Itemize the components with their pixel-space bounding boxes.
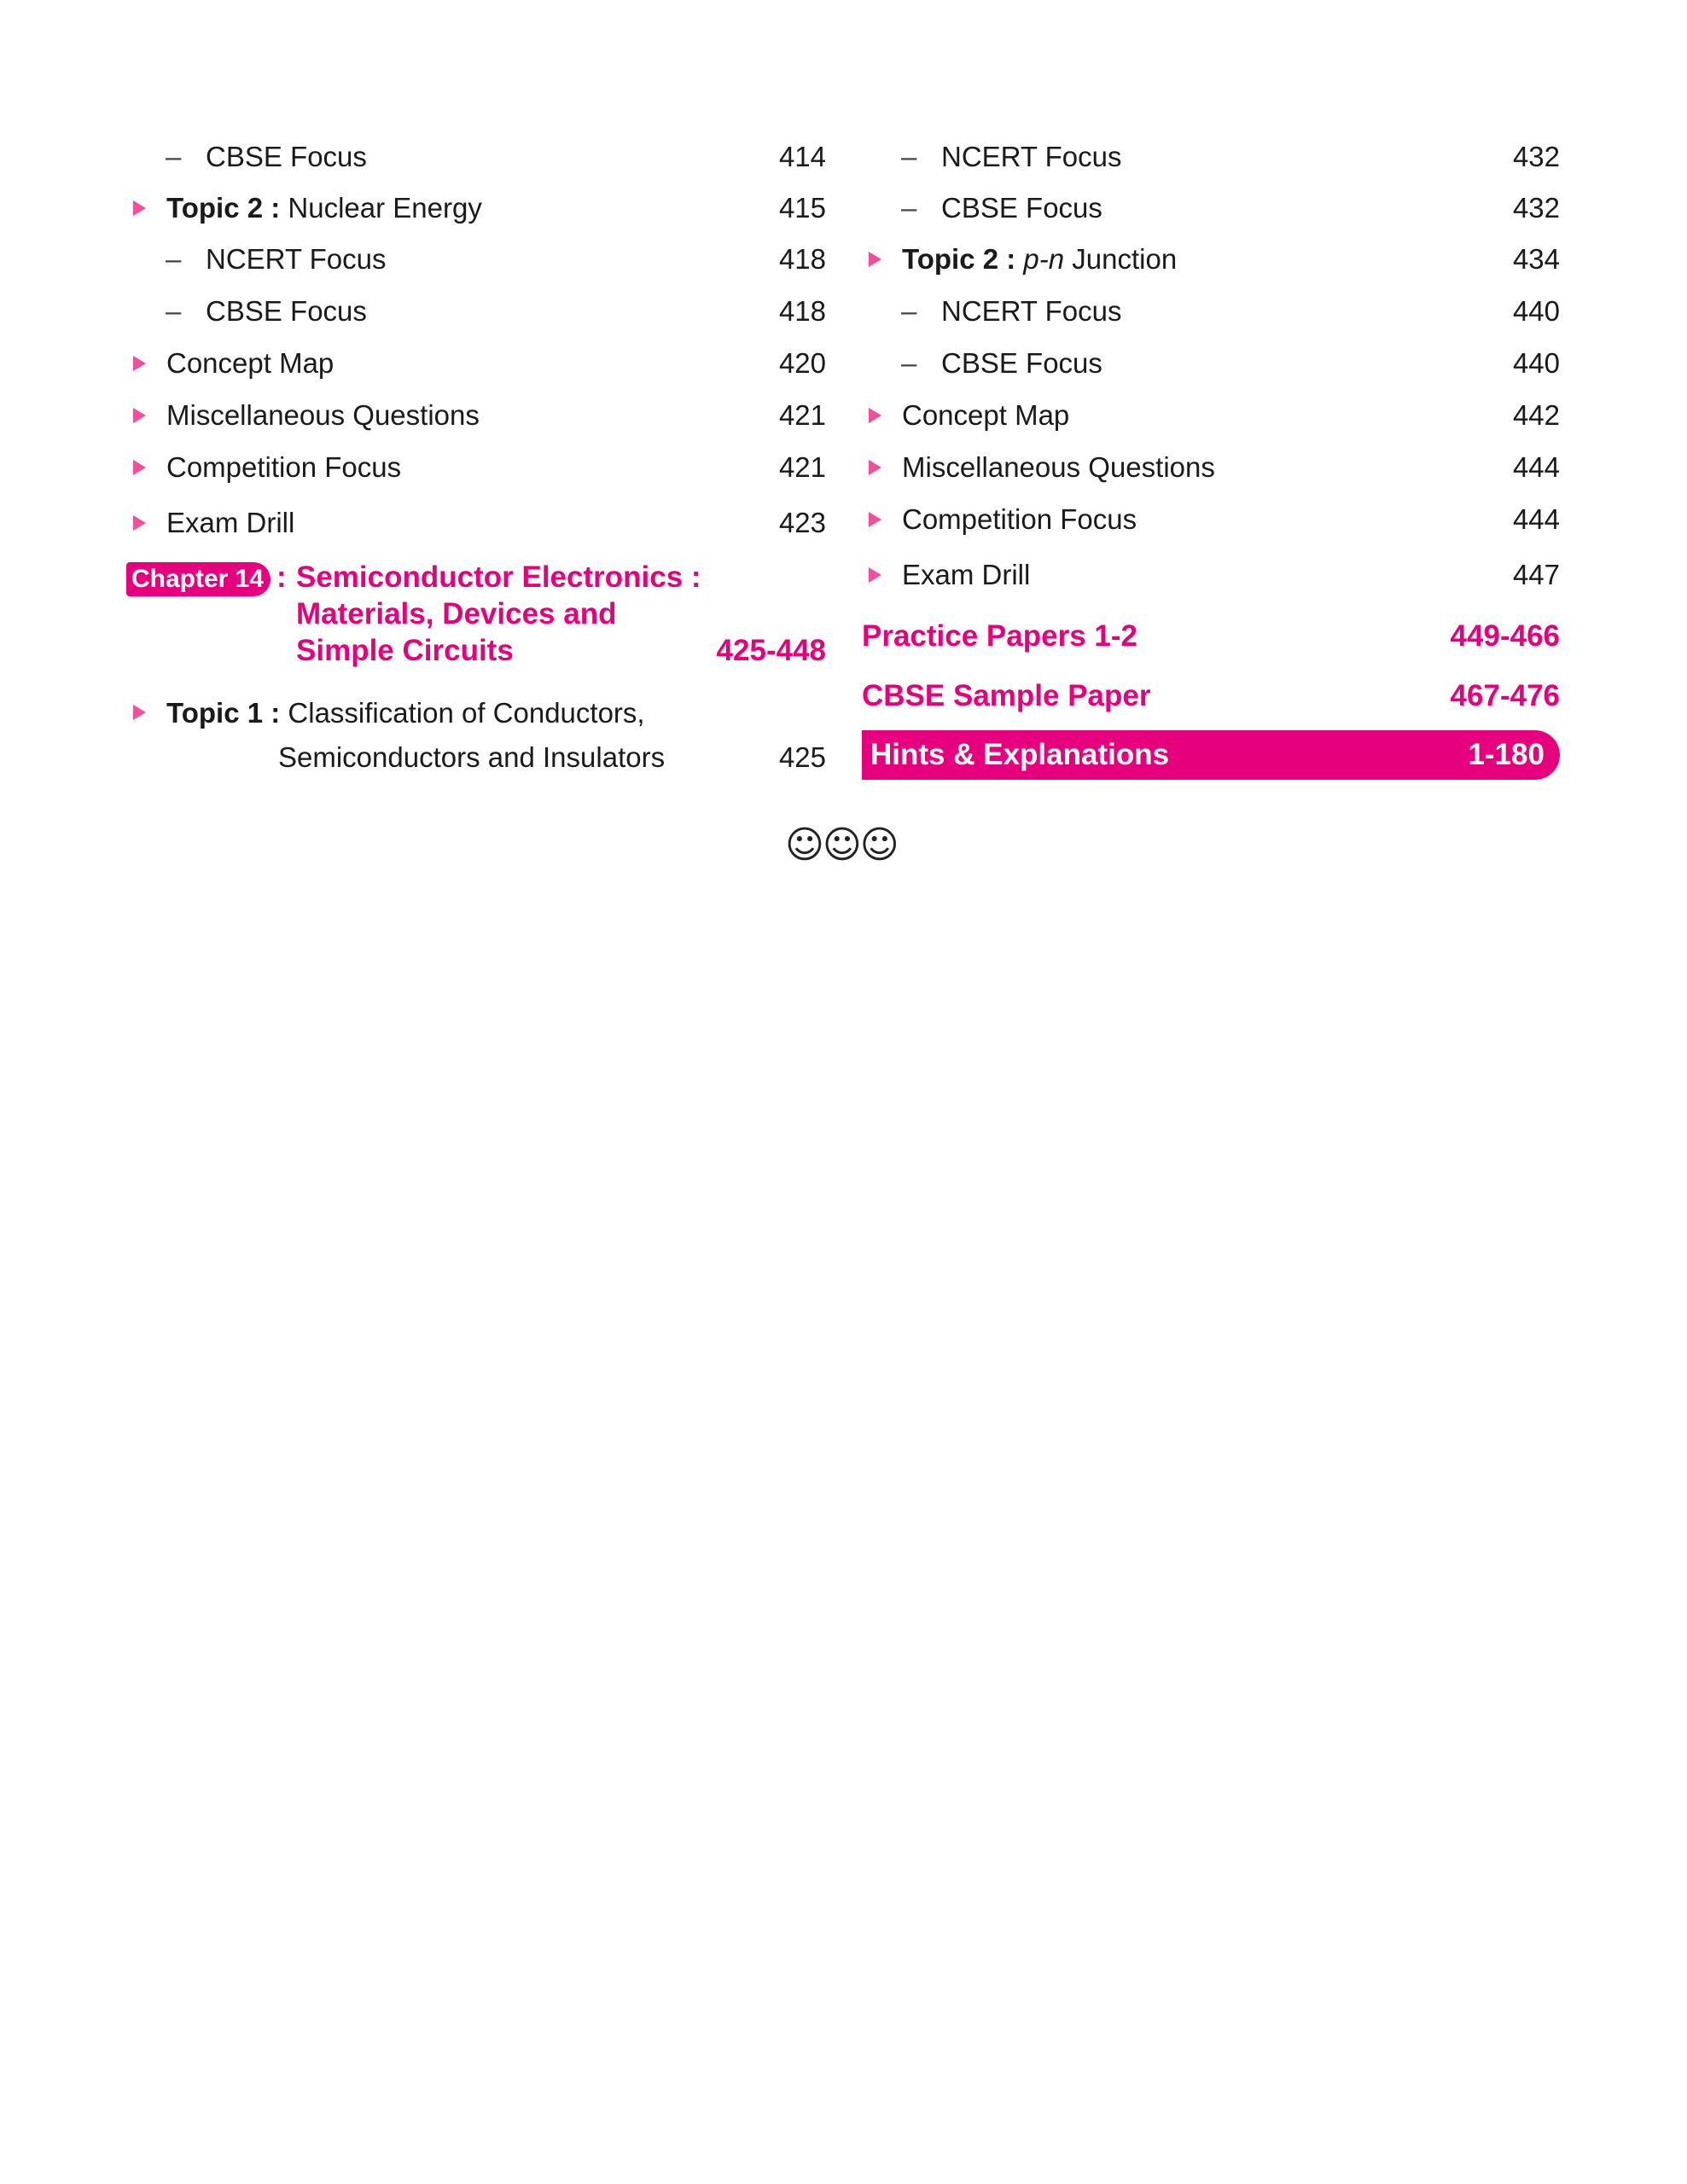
entry-page: 432: [1512, 192, 1560, 224]
entry-label: CBSE Focus: [206, 295, 367, 327]
entry-label: Classification of Conductors,: [280, 697, 645, 729]
entry-label: Exam Drill: [166, 507, 295, 538]
chapter-separator: :: [276, 561, 287, 594]
topic-prefix: Topic 2 :: [902, 243, 1016, 275]
chapter-title: [296, 559, 701, 669]
entry-page: 423: [778, 507, 826, 538]
entry-label: NCERT Focus: [941, 141, 1122, 172]
chapter-badge: Chapter 14: [126, 562, 271, 596]
entry-page: 442: [1512, 399, 1560, 431]
entry-label: CBSE Sample Paper: [862, 679, 1151, 712]
entry-label: Junction: [1064, 243, 1178, 275]
entry-page: 432: [1512, 141, 1560, 172]
entry-page: 444: [1512, 451, 1560, 483]
sample-paper-entry[interactable]: [862, 677, 1560, 715]
toc-entry[interactable]: [126, 346, 826, 380]
entry-page: 418: [778, 243, 826, 275]
entry-page: 447: [1512, 559, 1560, 590]
toc-entry[interactable]: [862, 450, 1560, 485]
entry-label-continued: Semiconductors and Insulators: [278, 741, 666, 773]
triangle-bullet-icon: [869, 512, 881, 527]
toc-entry[interactable]: [126, 140, 826, 174]
dash-marker: –: [901, 192, 917, 224]
triangle-bullet-icon: [133, 460, 146, 475]
triangle-bullet-icon: [133, 200, 146, 216]
dash-marker: –: [166, 295, 182, 327]
dash-marker: –: [901, 141, 917, 172]
entry-label: CBSE Focus: [941, 192, 1102, 224]
chapter-title-line: Materials, Devices and: [296, 597, 617, 630]
entry-pages: 467-476: [1450, 679, 1560, 712]
toc-topic-entry[interactable]: [126, 191, 826, 225]
entry-page: 425: [778, 741, 826, 773]
toc-entry[interactable]: [862, 346, 1560, 380]
entry-label: Competition Focus: [166, 451, 402, 483]
dash-marker: –: [166, 243, 182, 275]
chapter-title-line: Simple Circuits: [296, 634, 514, 667]
entry-page: 421: [778, 399, 826, 431]
entry-label: Competition Focus: [902, 503, 1137, 535]
toc-entry[interactable]: [126, 398, 826, 433]
entry-label: Concept Map: [166, 347, 334, 379]
entry-pages: 1-180: [1468, 738, 1544, 771]
entry-label: CBSE Focus: [206, 141, 367, 172]
practice-papers-entry[interactable]: [862, 618, 1560, 655]
entry-page: 434: [1512, 243, 1560, 275]
dash-marker: –: [166, 141, 182, 172]
entry-page: 440: [1512, 347, 1560, 379]
topic-prefix: Topic 2 :: [166, 192, 281, 224]
triangle-bullet-icon: [869, 252, 881, 267]
triangle-bullet-icon: [133, 705, 146, 720]
toc-entry[interactable]: [862, 398, 1560, 433]
triangle-bullet-icon: [133, 356, 146, 371]
chapter-pages: 425-448: [716, 634, 826, 667]
triangle-bullet-icon: [133, 515, 146, 531]
entry-pages: 449-466: [1450, 619, 1560, 653]
entry-label: Miscellaneous Questions: [166, 399, 480, 431]
dash-marker: –: [901, 347, 917, 379]
triangle-bullet-icon: [869, 460, 881, 475]
chapter-title-line: Semiconductor Electronics :: [296, 561, 701, 594]
toc-entry[interactable]: [862, 558, 1560, 592]
entry-label: NCERT Focus: [941, 295, 1122, 327]
toc-entry[interactable]: [126, 242, 826, 276]
entry-label: Practice Papers 1-2: [862, 619, 1137, 653]
smiley-ornament: ☺☺☺: [785, 823, 898, 867]
hints-explanations-entry[interactable]: [862, 730, 1560, 780]
toc-topic-entry[interactable]: [862, 242, 1560, 276]
triangle-bullet-icon: [869, 567, 881, 583]
entry-label: Concept Map: [902, 399, 1070, 431]
triangle-bullet-icon: [133, 408, 146, 423]
toc-entry[interactable]: [862, 502, 1560, 537]
entry-label: Miscellaneous Questions: [902, 451, 1215, 483]
triangle-bullet-icon: [869, 408, 881, 423]
entry-label: Nuclear Energy: [280, 192, 482, 224]
topic-prefix: Topic 1 :: [166, 697, 281, 729]
entry-label: Exam Drill: [902, 559, 1031, 590]
entry-page: 414: [778, 141, 826, 172]
toc-entry[interactable]: [126, 294, 826, 328]
toc-entry[interactable]: [862, 191, 1560, 225]
toc-entry[interactable]: [862, 294, 1560, 328]
entry-label: CBSE Focus: [941, 347, 1102, 379]
toc-entry[interactable]: [126, 506, 826, 540]
entry-page: 421: [778, 451, 826, 483]
entry-page: 444: [1512, 503, 1560, 535]
entry-label: NCERT Focus: [206, 243, 387, 275]
toc-entry[interactable]: [862, 140, 1560, 174]
entry-page: 415: [778, 192, 826, 224]
entry-page: 440: [1512, 295, 1560, 327]
dash-marker: –: [901, 295, 917, 327]
entry-page: 420: [778, 347, 826, 379]
entry-label-italic: p-n: [1023, 243, 1065, 275]
entry-page: 418: [778, 295, 826, 327]
entry-label: Hints & Explanations: [870, 738, 1170, 771]
toc-entry[interactable]: [126, 450, 826, 485]
